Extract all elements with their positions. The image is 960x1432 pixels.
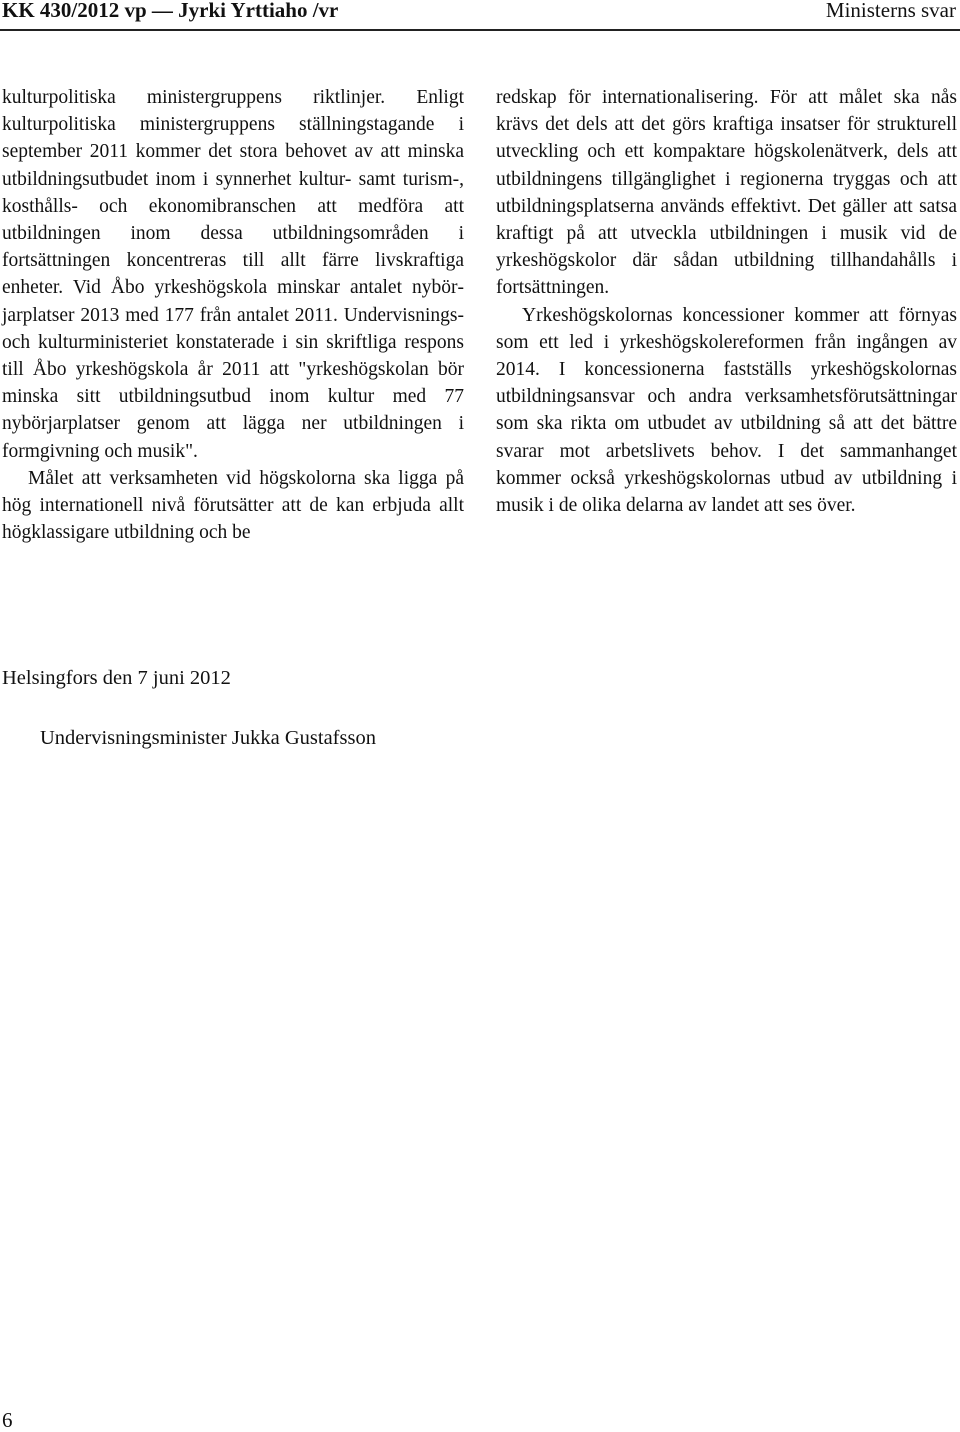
- left-column: [2, 84, 464, 546]
- document-reference: KK 430/2012 vp — Jyrki Yrttiaho /vr: [2, 0, 339, 22]
- paragraph-left-1: kulturpolitiska ministergruppens riktlinjer. Enligt kulturpolitiska ministergruppens ställningstagande i september 2011 kommer det stora behovet av att minska utbildningsutbudet inom i synnerhet kultur- samt turism-, kosthålls- och ekonomibranschen att medföra att utbildningen inom dessa utbildningsområden i fortsättningen koncentreras till allt färre livskraftiga enheter. Vid Åbo yrkeshögskola minskar antalet nybörjarplatser 2013 med 177 från antalet 2011. Undervisnings- och kulturministeriet konstaterade i sin skriftliga respons till Åbo yrkeshögskola år 2011 att "yrkeshögskolan bör minska sitt utbildningsutbud inom kultur med 77 nybörjarplatser genom att lägga ner utbildningen i formgivning och musik".: [2, 87, 464, 462]
- paragraph-right-2: Yrkeshögskolornas koncessioner kommer att förnyas som ett led i yrkeshögskolereformen från ingången av 2014. I koncessionerna fastställs yrkeshögskolornas utbildningsansvar och andra verksamhetsförutsättningar som ska rikta om utbudet av utbildning så att det bättre svarar mot arbetslivets behov. I det sammanhanget kommer också yrkeshögskolornas utbud av utbildning i musik i de olika delarna av landet att ses över.: [496, 304, 957, 517]
- page-header: [0, 0, 960, 24]
- signoff-place-date: Helsingfors den 7 juni 2012: [2, 667, 231, 689]
- paragraph-left-2: Målet att verksamheten vid högskolorna ska ligga på hög internationell nivå förutsätter att de kan erbjuda allt högklassigare utbildning och be: [2, 467, 464, 544]
- paragraph-right-1: redskap för internationalisering. För att målet ska nås krävs det dels att det görs kraftiga insatser för strukturell utveckling och ett kompaktare högskolenätverk, dels att utbildningens tillgänglighet i regionerna tryggas och att utbildningsplatserna används effektivt. Det gäller att satsa kraftigt på att utveckla utbildningen i musik vid de yrkeshögskolor där sådan utbildning tillhandahålls i fortsättningen.: [496, 87, 957, 299]
- signoff-minister: Undervisningsminister Jukka Gustafsson: [40, 727, 376, 749]
- header-rule: [0, 29, 960, 31]
- page-number: 6: [2, 1408, 13, 1432]
- section-title: Ministerns svar: [825, 0, 956, 22]
- right-column: [496, 84, 957, 519]
